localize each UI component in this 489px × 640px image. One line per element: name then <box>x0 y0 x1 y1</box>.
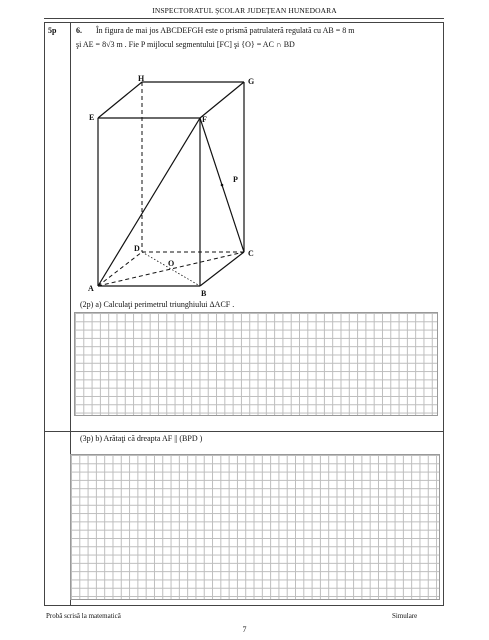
answer-grid-b[interactable] <box>70 454 440 600</box>
label-H: H <box>138 74 145 83</box>
subquestion-a: (2p) a) Calculaţi perimetrul triunghiului ΔACF . <box>80 300 235 309</box>
header-divider <box>44 18 444 19</box>
label-P: P <box>233 175 238 184</box>
subquestion-divider <box>44 431 444 432</box>
label-G: G <box>248 77 255 86</box>
answer-grid-a[interactable] <box>74 312 438 416</box>
footer-exam-name: Probă scrisă la matematică <box>46 612 121 620</box>
label-O: O <box>168 259 175 268</box>
label-E: E <box>89 113 95 122</box>
page-number: 7 <box>242 625 247 634</box>
label-F: F <box>202 115 207 124</box>
prism-figure <box>84 70 264 300</box>
footer-exam-type: Simulare <box>392 612 418 620</box>
label-D: D <box>134 244 140 253</box>
edge-FG <box>200 82 244 118</box>
label-A: A <box>88 284 94 293</box>
subquestion-b: (3p) b) Arătaţi că dreapta AF || (BPD ) <box>80 434 203 443</box>
points-value: 5p <box>48 26 57 35</box>
question-number: 6. <box>76 26 82 35</box>
label-C: C <box>248 249 254 258</box>
problem-statement-line2: şi AE = 8√3 m . Fie P mijlocul segmentului [FC] şi {O} = AC ∩ BD <box>76 40 295 49</box>
edge-EH <box>98 82 142 118</box>
label-B: B <box>201 289 207 298</box>
problem-statement-line1: În figura de mai jos ABCDEFGH este o prismă patrulateră regulată cu AB = 8 m <box>96 26 355 35</box>
diagonal-BD <box>142 252 200 286</box>
segment-AF <box>98 118 200 286</box>
page-header: INSPECTORATUL ŞCOLAR JUDEŢEAN HUNEDOARA <box>152 6 337 15</box>
point-P-marker <box>221 184 224 187</box>
